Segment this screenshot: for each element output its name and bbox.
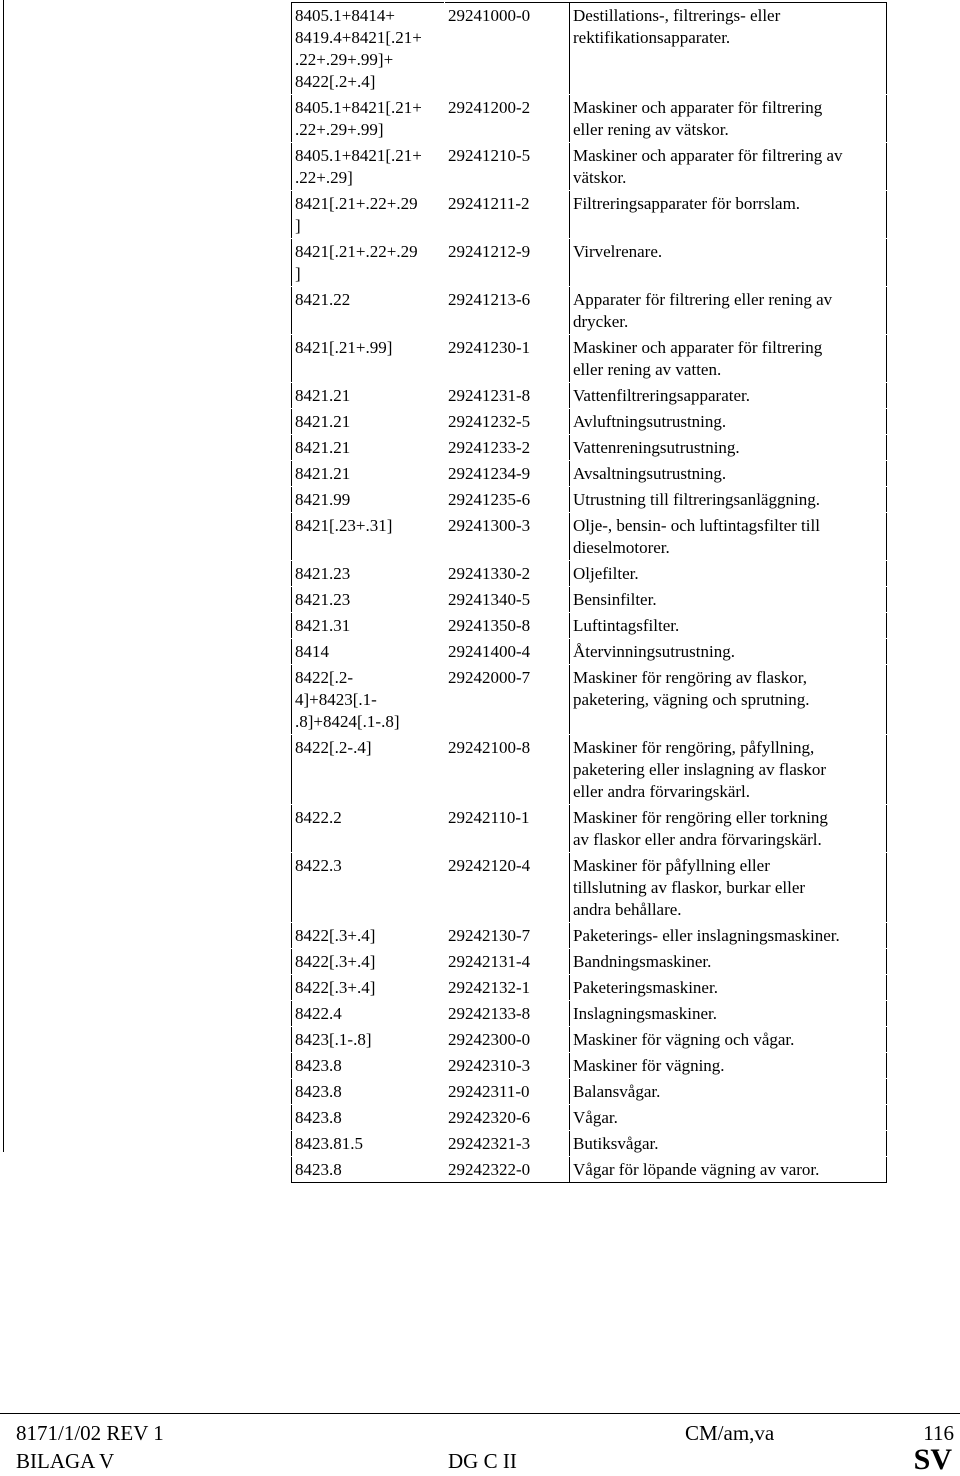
hs-code-cell: 8421[.21+.22+.29 ]: [292, 239, 445, 287]
hs-code-cell: 8423.8: [292, 1157, 445, 1183]
table-row: [292, 561, 887, 587]
description-cell: Destillations-, filtrerings- eller rektifikationsapparater.: [570, 3, 887, 95]
description-cell: Maskiner och apparater för filtrering av vätskor.: [570, 143, 887, 191]
table-row: [292, 143, 887, 191]
document-reference: 8171/1/02 REV 1: [16, 1421, 164, 1445]
description-cell: Maskiner och apparater för filtrering eller rening av vatten.: [570, 335, 887, 383]
table-row: [292, 665, 887, 735]
table-row: [292, 3, 887, 95]
cpv-code-cell: 29241350-8: [445, 613, 570, 639]
description-cell: Återvinningsutrustning.: [570, 639, 887, 665]
description-cell: Vattenfiltreringsapparater.: [570, 383, 887, 409]
cpv-code-cell: 29242133-8: [445, 1001, 570, 1027]
table-row: [292, 805, 887, 853]
cpv-code-cell: 29242310-3: [445, 1053, 570, 1079]
footer-rule: [0, 1413, 960, 1414]
hs-code-cell: 8421.23: [292, 561, 445, 587]
description-cell: Oljefilter.: [570, 561, 887, 587]
table-row: [292, 587, 887, 613]
description-cell: Avsaltningsutrustning.: [570, 461, 887, 487]
cpv-code-cell: 29242110-1: [445, 805, 570, 853]
description-cell: Olje-, bensin- och luftintagsfilter till dieselmotorer.: [570, 513, 887, 561]
table-row: [292, 1157, 887, 1183]
left-margin-rule: [3, 0, 4, 1152]
description-cell: Vågar för löpande vägning av varor.: [570, 1157, 887, 1183]
cpv-code-cell: 29242130-7: [445, 923, 570, 949]
table-row: [292, 1079, 887, 1105]
classification-table-body: [292, 3, 887, 1183]
description-cell: Maskiner för rengöring, påfyllning, paketering eller inslagning av flaskor eller andra förvaringskärl.: [570, 735, 887, 805]
description-cell: Inslagningsmaskiner.: [570, 1001, 887, 1027]
hs-code-cell: 8421.31: [292, 613, 445, 639]
cpv-code-cell: 29242300-0: [445, 1027, 570, 1053]
table-row: [292, 923, 887, 949]
table-row: [292, 383, 887, 409]
cpv-code-cell: 29242132-1: [445, 975, 570, 1001]
cpv-code-cell: 29241330-2: [445, 561, 570, 587]
table-row: [292, 461, 887, 487]
description-cell: Bensinfilter.: [570, 587, 887, 613]
hs-code-cell: 8422.2: [292, 805, 445, 853]
description-cell: Maskiner för rengöring av flaskor, paketering, vägning och sprutning.: [570, 665, 887, 735]
hs-code-cell: 8421.99: [292, 487, 445, 513]
description-cell: Virvelrenare.: [570, 239, 887, 287]
table-row: [292, 513, 887, 561]
hs-code-cell: 8421[.21+.99]: [292, 335, 445, 383]
description-cell: Filtreringsapparater för borrslam.: [570, 191, 887, 239]
cpv-code-cell: 29241200-2: [445, 95, 570, 143]
description-cell: Utrustning till filtreringsanläggning.: [570, 487, 887, 513]
table-row: [292, 435, 887, 461]
table-row: [292, 975, 887, 1001]
annex-label: BILAGA V: [16, 1449, 115, 1473]
cpv-code-cell: 29241211-2: [445, 191, 570, 239]
page-number: 116: [923, 1421, 954, 1445]
cpv-code-cell: 29241231-8: [445, 383, 570, 409]
hs-code-cell: 8421[.23+.31]: [292, 513, 445, 561]
hs-code-cell: 8405.1+8421[.21+ .22+.29+.99]: [292, 95, 445, 143]
hs-code-cell: 8422[.2-.4]: [292, 735, 445, 805]
hs-code-cell: 8414: [292, 639, 445, 665]
language-code: SV: [913, 1443, 952, 1476]
table-row: [292, 639, 887, 665]
department-label: DG C II: [448, 1449, 517, 1473]
hs-code-cell: 8423.81.5: [292, 1131, 445, 1157]
hs-code-cell: 8423.8: [292, 1079, 445, 1105]
hs-code-cell: 8421.22: [292, 287, 445, 335]
table-row: [292, 1027, 887, 1053]
hs-code-cell: 8423.8: [292, 1053, 445, 1079]
cpv-code-cell: 29241212-9: [445, 239, 570, 287]
cpv-code-cell: 29241300-3: [445, 513, 570, 561]
table-row: [292, 1105, 887, 1131]
hs-code-cell: 8422.3: [292, 853, 445, 923]
cpv-code-cell: 29241340-5: [445, 587, 570, 613]
table-row: [292, 1131, 887, 1157]
cpv-code-cell: 29241233-2: [445, 435, 570, 461]
cpv-code-cell: 29242321-3: [445, 1131, 570, 1157]
table-row: [292, 1053, 887, 1079]
hs-code-cell: 8422[.3+.4]: [292, 923, 445, 949]
description-cell: Apparater för filtrering eller rening av drycker.: [570, 287, 887, 335]
description-cell: Balansvågar.: [570, 1079, 887, 1105]
table-row: [292, 335, 887, 383]
cpv-code-cell: 29241235-6: [445, 487, 570, 513]
description-cell: Maskiner för påfyllning eller tillslutning av flaskor, burkar eller andra behållare.: [570, 853, 887, 923]
classification-table: [291, 2, 887, 1183]
description-cell: Maskiner för rengöring eller torkning av flaskor eller andra förvaringskärl.: [570, 805, 887, 853]
cpv-code-cell: 29241000-0: [445, 3, 570, 95]
table-row: [292, 1001, 887, 1027]
description-cell: Paketerings- eller inslagningsmaskiner.: [570, 923, 887, 949]
cpv-code-cell: 29242322-0: [445, 1157, 570, 1183]
hs-code-cell: 8405.1+8414+ 8419.4+8421[.21+ .22+.29+.99]+ 8422[.2+.4]: [292, 3, 445, 95]
hs-code-cell: 8421.21: [292, 435, 445, 461]
table-row: [292, 287, 887, 335]
table-row: [292, 191, 887, 239]
description-cell: Vågar.: [570, 1105, 887, 1131]
hs-code-cell: 8421.21: [292, 383, 445, 409]
cpv-code-cell: 29241232-5: [445, 409, 570, 435]
cpv-code-cell: 29241400-4: [445, 639, 570, 665]
author-initials: CM/am,va: [685, 1421, 775, 1445]
hs-code-cell: 8422[.3+.4]: [292, 949, 445, 975]
cpv-code-cell: 29241230-1: [445, 335, 570, 383]
description-cell: Paketeringsmaskiner.: [570, 975, 887, 1001]
cpv-code-cell: 29241213-6: [445, 287, 570, 335]
hs-code-cell: 8421.21: [292, 409, 445, 435]
cpv-code-cell: 29242311-0: [445, 1079, 570, 1105]
description-cell: Luftintagsfilter.: [570, 613, 887, 639]
cpv-code-cell: 29242320-6: [445, 1105, 570, 1131]
description-cell: Bandningsmaskiner.: [570, 949, 887, 975]
hs-code-cell: 8423[.1-.8]: [292, 1027, 445, 1053]
table-row: [292, 239, 887, 287]
table-row: [292, 853, 887, 923]
table-row: [292, 735, 887, 805]
description-cell: Avluftningsutrustning.: [570, 409, 887, 435]
cpv-code-cell: 29242000-7: [445, 665, 570, 735]
description-cell: Maskiner och apparater för filtrering eller rening av vätskor.: [570, 95, 887, 143]
table-row: [292, 613, 887, 639]
cpv-code-cell: 29242120-4: [445, 853, 570, 923]
hs-code-cell: 8422.4: [292, 1001, 445, 1027]
description-cell: Maskiner för vägning och vågar.: [570, 1027, 887, 1053]
description-cell: Maskiner för vägning.: [570, 1053, 887, 1079]
cpv-code-cell: 29242100-8: [445, 735, 570, 805]
cpv-code-cell: 29241210-5: [445, 143, 570, 191]
hs-code-cell: 8422[.3+.4]: [292, 975, 445, 1001]
table-row: [292, 949, 887, 975]
hs-code-cell: 8421.21: [292, 461, 445, 487]
hs-code-cell: 8421[.21+.22+.29 ]: [292, 191, 445, 239]
table-row: [292, 487, 887, 513]
cpv-code-cell: 29242131-4: [445, 949, 570, 975]
table-row: [292, 409, 887, 435]
description-cell: Vattenreningsutrustning.: [570, 435, 887, 461]
description-cell: Butiksvågar.: [570, 1131, 887, 1157]
hs-code-cell: 8423.8: [292, 1105, 445, 1131]
table-row: [292, 95, 887, 143]
hs-code-cell: 8405.1+8421[.21+ .22+.29]: [292, 143, 445, 191]
hs-code-cell: 8422[.2- 4]+8423[.1- .8]+8424[.1-.8]: [292, 665, 445, 735]
hs-code-cell: 8421.23: [292, 587, 445, 613]
cpv-code-cell: 29241234-9: [445, 461, 570, 487]
